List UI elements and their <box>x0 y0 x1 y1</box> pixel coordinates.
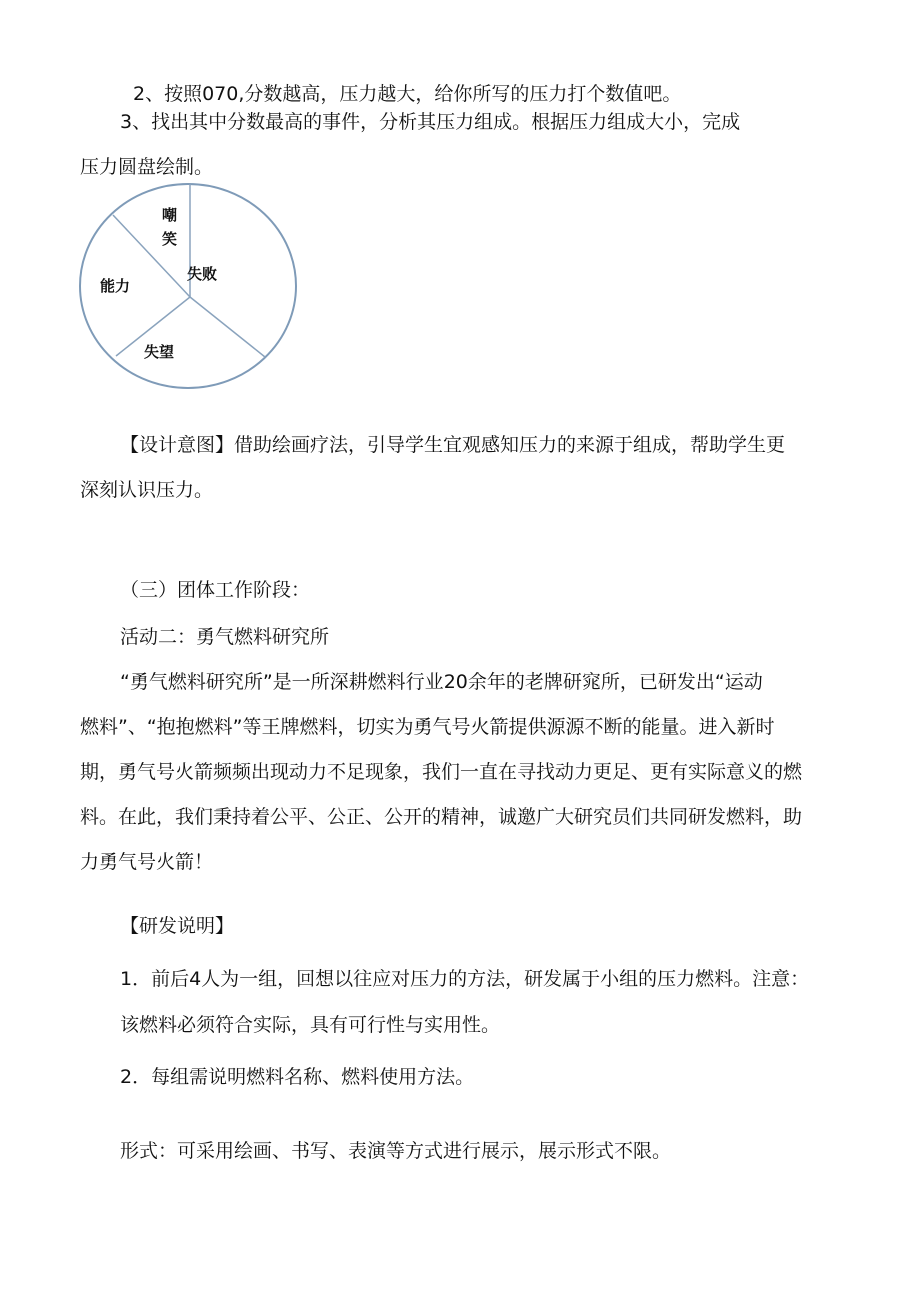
paragraph-line: “勇气燃料研究所”是一所深耕燃料行业20余年的老牌研窕所，已研发出“运动 <box>120 671 763 693</box>
segment-failure: 失败 <box>187 265 218 283</box>
instruction-3: 3、找出其中分数最高的事件，分析其压力组成。根据压力组成大小，完成 <box>120 111 741 133</box>
format-note: 形式：可采用绘画、书写、表演等方式进行展示，展示形式不限。 <box>120 1140 672 1162</box>
design-intent: 【设计意图】借助绘画疗法，引导学生宜观感知压力的来源于组成，帮助学生更 <box>120 434 786 456</box>
instruction-2: 2、按照070,分数越高，压力越大，给你所写的压力打个数值吧。 <box>133 83 682 105</box>
instruction-3-cont: 压力圆盘绘制。 <box>80 156 214 178</box>
rd-item-1: 1．前后4人为一组，回想以往应对压力的方法，研发属于小组的压力燃料。注意： <box>120 968 810 990</box>
design-intent-cont: 深刻认识压力。 <box>80 479 214 501</box>
paragraph-line: 力勇气号火箭！ <box>80 851 214 873</box>
rd-heading: 【研发说明】 <box>120 915 235 937</box>
segment-ability: 能力 <box>100 277 131 295</box>
paragraph-line: 燃料”、“抱抱燃料”等王牌燃料，切实为勇气号火箭提供源源不断的能量。进入新时 <box>80 716 775 738</box>
paragraph-line: 期，勇气号火箭频频出现动力不足现象，我们一直在寻找动力更足、更有实际意义的燃 <box>80 761 803 783</box>
activity-title: 活动二：勇气燃料研究所 <box>120 626 330 648</box>
segment-disappointment: 失望 <box>144 343 175 361</box>
pie-divider <box>190 297 265 357</box>
rd-item-2: 2．每组需说明燃料名称、燃料使用方法。 <box>120 1066 475 1088</box>
paragraph-line: 料。在此，我们秉持着公平、公正、公开的精神，诚邀广大研究员们共同研发燃料，助 <box>80 806 803 828</box>
rd-item-1-cont: 该燃料必须符合实际，具有可行性与实用性。 <box>120 1014 501 1036</box>
section-heading: （三）团体工作阶段： <box>120 579 311 601</box>
segment-mockery: 嘲笑 <box>162 206 178 248</box>
